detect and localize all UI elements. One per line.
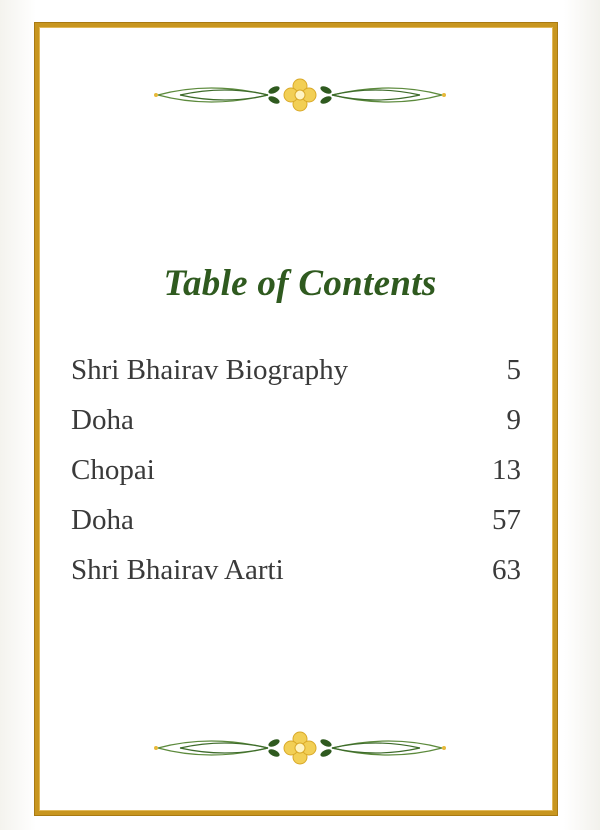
toc-entry-page: 57 xyxy=(492,504,521,536)
toc-entry[interactable] xyxy=(71,495,521,545)
toc-entry-title: Doha xyxy=(71,404,134,436)
table-of-contents-list xyxy=(71,345,521,595)
floral-ornament-top-icon xyxy=(150,75,450,115)
toc-entry[interactable] xyxy=(71,545,521,595)
toc-entry-title: Shri Bhairav Biography xyxy=(71,354,349,386)
toc-entry-title: Chopai xyxy=(71,454,155,486)
toc-entry[interactable] xyxy=(71,345,521,395)
toc-entry-page: 9 xyxy=(506,404,521,436)
toc-entry-page: 13 xyxy=(492,454,521,486)
toc-entry[interactable] xyxy=(71,395,521,445)
toc-entry-page: 63 xyxy=(492,554,521,586)
toc-entry[interactable] xyxy=(71,445,521,495)
toc-entry-title: Doha xyxy=(71,504,134,536)
toc-entry-page: 5 xyxy=(506,354,521,386)
toc-heading: Table of Contents xyxy=(163,263,437,304)
toc-entry-title: Shri Bhairav Aarti xyxy=(71,554,284,586)
floral-ornament-bottom-icon xyxy=(150,728,450,768)
